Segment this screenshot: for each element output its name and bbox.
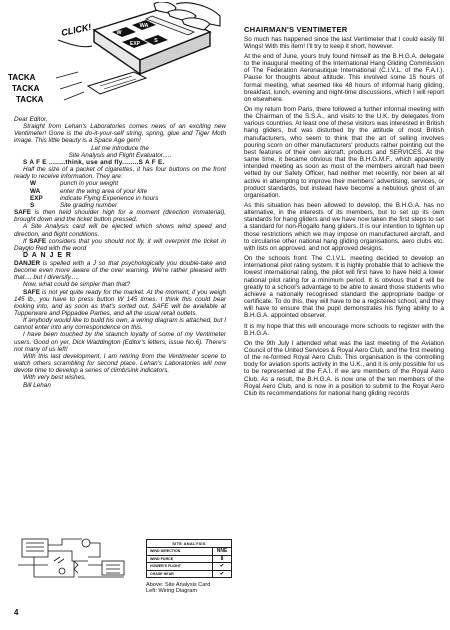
list-item: EXP indicate Flying Experience in hours — [30, 194, 159, 202]
editor-letter — [14, 116, 226, 389]
letter-paragraph: Half the size of a packet of cigarettes, it has four buttons on the front ready to receive information. They are: — [14, 166, 226, 181]
table-row: WIND DIRECTION NNE — [147, 548, 231, 556]
svg-text:EXP: EXP — [129, 41, 141, 47]
article-heading: CHAIRMAN'S VENTIMETER — [244, 25, 348, 34]
letter-paragraph: Now, what could be simpler than that? — [23, 281, 131, 289]
table-row: CHASE NEAR ✔ — [147, 571, 231, 578]
figure-caption: Above: Site Analysis Card Left: Wiring Diagram — [146, 582, 211, 595]
article-paragraph: As this situation has been allowed to develop, the B.H.G.A. has no alternative, in the interests of its members, but to set up its own standards for hang gliders and we have now taken the first steps to set a standard for non-Rogallo hang gliders. It is our intention to tighten up those restrictions which we may impose on manufactured aircraft, and to circularise other national hang gliding organisations, aero clubs etc. with lists on approved, and not approved designs. — [244, 202, 444, 252]
table-row: HOWER'S FLIGHT ✔ — [147, 563, 231, 571]
svg-text:S: S — [154, 38, 158, 44]
tacka-line-1: TACKA — [8, 73, 36, 82]
letter-paragraph: I have been touched by the staunch loyalty of some of my Ventimeter users. Good on yer, Dick Waddington (Editor's letters, issue No.6). There's not many of us left! — [14, 331, 226, 353]
article-paragraph: So much has happened since the last Ventimeter that I could easily fill Wings! With this item! I'll try to keep it short, however. — [244, 35, 444, 50]
letter-signature: Bill Lehan — [23, 381, 51, 389]
page-number: 4 — [14, 608, 19, 617]
svg-text:W: W — [116, 30, 122, 36]
letter-paragraph: Straight from Lehan's Laboratories comes news of an exciting new Ventimeter! Gone is the do-it-your-self string, spring, glue and Tiger Moth image. This little beauty is a Space Age gem! — [14, 123, 226, 145]
list-item: WA enter the wing area of your kite — [30, 187, 148, 195]
danjer-heading: D A N J E R — [23, 251, 72, 259]
site-analysis-title: SITE ANALYSIS — [147, 540, 231, 548]
article-paragraph: At the end of June, yours truly found himself as the B.H.G.A. delegate to the inaugural meeting of the International Hang Gliding Commission of The Federation Aeronautique International (C.I.V.L. of the F.A.I.). Pause for thoughts about altitude. This involved some 15 hours of formal meeting, what seemed like 48 hours of informal hang gliding, breakfast, lunch, evening and night-time discussions, which I will report on elsewhere. — [244, 52, 444, 103]
tacka-line-3: TACKA — [16, 95, 44, 104]
list-item: W punch in your weight — [30, 180, 119, 188]
table-row: WIND FORCE 8 — [147, 556, 231, 564]
letter-paragraph: A Site Analysis card will be ejected which shows wind speed and direction, and flight conditions. — [14, 223, 226, 238]
letter-paragraph: SAFE is then held shoulder high for a moment (direction immaterial), brought down and the ticket button pressed. — [14, 209, 226, 224]
tacka-line-2: TACKA — [12, 84, 40, 93]
chairmans-article — [244, 26, 444, 400]
svg-text:WA: WA — [139, 23, 149, 29]
article-paragraph: On my return from Paris, there followed a further informal meeting with the Chairman of the S.S.A., and visits to the U.K. by delegates from various countries. At least one of these visitors was interested in British hang gliders, but was disturbed by the attitude of most British manufacturers, who seem to think that the art of selling involves pouring scorn on other manufacturers' products rather pointing out the best features of their own aircraft, products and SERVICES. At the same time, it became obvious that the B.H.G.M.F., which apparently intended meeting as soon as most of the members aircraft had been vetted by our Safety Officer, had neither met recently, nor been at all active in attempting to improve their members' advertising, services, or product standards, but instead have become a nebulous ghost of an organisation. — [244, 105, 444, 199]
letter-paragraph: DANJER is spelled with a J so that psychologically you double-take and become even more aware of the over warning. We're rather pleased with that.... but I diversify..... — [14, 259, 226, 282]
list-item: S Site grading number — [30, 201, 118, 209]
article-paragraph: On the 9th July I attended what was the last meeting of the Aviation Council of the United Services & Royal Aero Club, and the first meeting of the re-formed Royal Aero Club. This organisation is the controlling body for aviation sports activity in the U.K., and it is only possible for us to be represented at the F.A.I. if we are members of the Royal Aero Club. As a result, the B.H.G.A. is now one of the ten members of the Royal Aero Club, and is now in a position to submit to the Royal Aero Club its recommendations for national hang gliding records — [244, 339, 444, 397]
letter-device-name: Site Analysis and Flight Evaluator..... — [68, 151, 172, 159]
letter-signoff: With very best wishes, — [23, 374, 87, 382]
click-label: CLICK! — [60, 21, 93, 38]
site-analysis-card — [146, 539, 232, 578]
letter-intro-line: Let me introduce the — [91, 144, 149, 152]
safe-device-illustration — [4, 2, 222, 117]
article-paragraph: It is my hope that this will encourage more schools to register with the B.H.G.A. — [244, 322, 444, 337]
article-paragraph: On the schools front: The C.I.V.L. meeting decided to develop an international pilot rating system. It is highly probable that to achieve the lowest international rating, the pilot will first have to have held a lower national pilot rating for a minimum period. It is obvious that it will be greatly to a school's advantage to be able to award those students who achieve a nationally recognised standard the appropriate badge or certificate. To do this, they will have to be a registered school, and they will have to ensure that the pupil demonstrates his flying ability to a B.H.G.A. appointed observer. — [244, 255, 444, 320]
ejected-ticket — [88, 72, 146, 94]
letter-salutation: Dear Editor, — [14, 116, 48, 123]
letter-paragraph: If anybody would like to build his own, a wiring diagram is attached, but I cannot enter into any correspondence on this. — [14, 317, 226, 332]
safe-slogan: S A F E ........think, use and fly........S A F E. — [23, 158, 165, 166]
letter-paragraph: SAFE is not yet quite ready for the market. At the moment, if you weigh 145 lb., you have to press button W 145 times. I think this could bear looking into, and as soon as that's sorted out, SAFE will be available at Tupperware and Pippadee Parties, and all the usual retail outlets. — [14, 288, 226, 317]
letter-paragraph: With this last development, I am retiring from the Ventimeter scene to watch others scrambling for second place. Lehan's Laboratories will now devote time to develop a series of climb/sink indicators. — [14, 352, 226, 375]
button-list — [30, 180, 226, 209]
letter-paragraph: If SAFE considers that you should not fly, it will overprint the ticket in Dayglo Red with the word — [14, 237, 227, 252]
wiring-diagram — [14, 535, 134, 583]
